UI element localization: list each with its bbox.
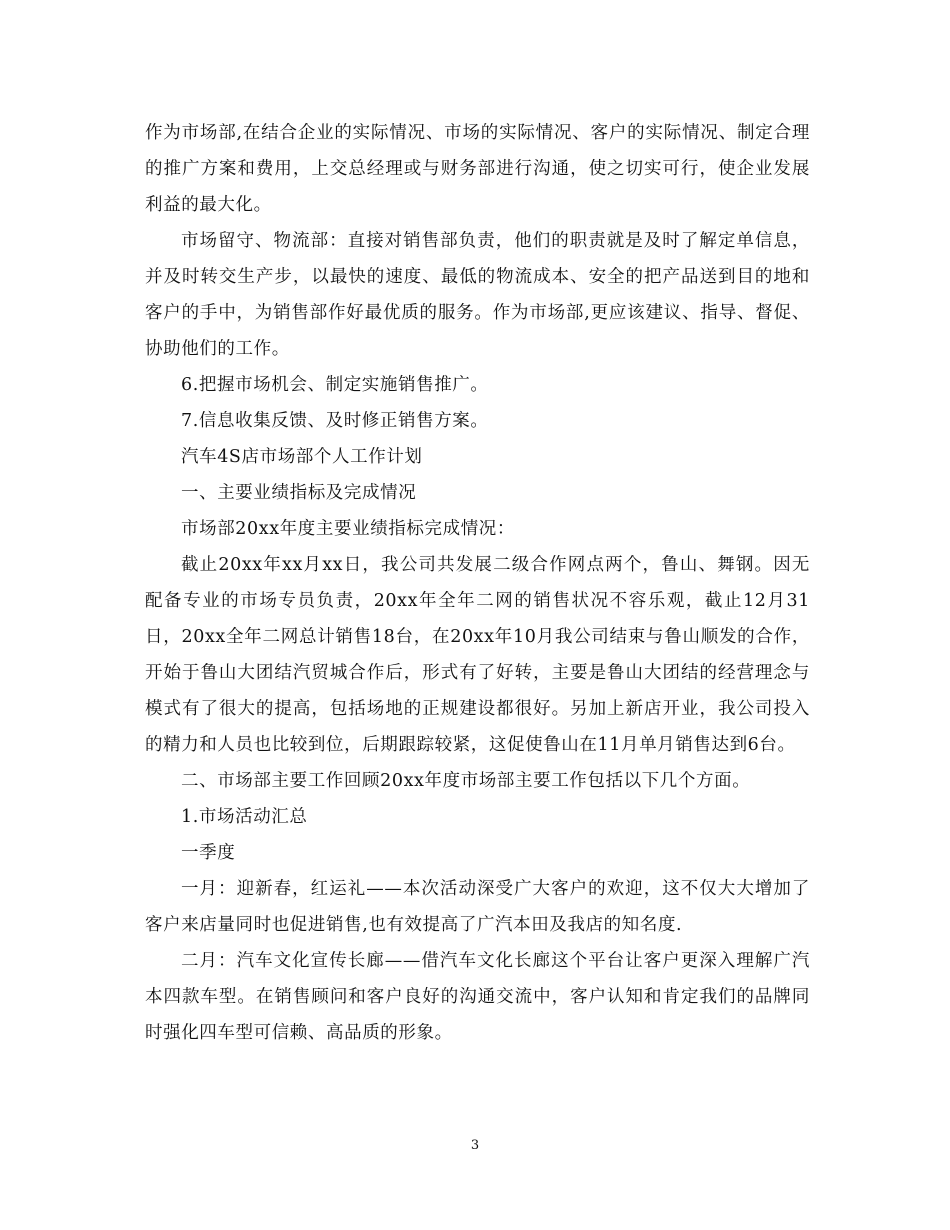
paragraph: 7.信息收集反馈、及时修正销售方案。	[181, 411, 489, 431]
paragraph: 截止20xx年xx月xx日，我公司共发展二级合作网点两个，鲁山、舞钢。因无配备专业的市场专员负责，20xx年全年二网的销售状况不容乐观，截止12月31日，20xx全年二网总计销售18台，在20xx年10月我公司结束与鲁山顺发的合作，开始于鲁山大团结汽贸城合作后，形式有了好转，主要是鲁山大团结的经营理念与模式有了很大的提高，包括场地的正规建设都很好。另加上新店开业，我公司投入的精力和人员也比较到位，后期跟踪较紧，这促使鲁山在11月单月销售达到6台。	[145, 555, 810, 755]
section-heading: 二、市场部主要工作回顾20xx年度市场部主要工作包括以下几个方面。	[181, 771, 751, 791]
section-title: 汽车4S店市场部个人工作计划	[181, 447, 423, 467]
paragraph: 市场部20xx年度主要业绩指标完成情况：	[181, 519, 516, 539]
quarter-heading: 一季度	[181, 843, 236, 863]
document-body	[145, 115, 810, 1051]
page-number: 3	[470, 1138, 480, 1153]
paragraph: 作为市场部,在结合企业的实际情况、市场的实际情况、客户的实际情况、制定合理的推广方案和费用，上交总经理或与财务部进行沟通，使之切实可行，使企业发展利益的最大化。	[145, 123, 810, 215]
subsection-heading: 1.市场活动汇总	[181, 807, 308, 827]
paragraph: 市场留守、物流部：直接对销售部负责，他们的职责就是及时了解定单信息，并及时转交生产步，以最快的速度、最低的物流成本、安全的把产品送到目的地和客户的手中，为销售部作好最优质的服务。作为市场部,更应该建议、指导、督促、协助他们的工作。	[145, 231, 810, 359]
paragraph: 一月：迎新春，红运礼——本次活动深受广大客户的欢迎，这不仅大大增加了客户来店量同时也促进销售,也有效提高了广汽本田及我店的知名度.	[145, 879, 810, 935]
paragraph: 二月：汽车文化宣传长廊——借汽车文化长廊这个平台让客户更深入理解广汽本四款车型。在销售顾问和客户良好的沟通交流中，客户认知和肯定我们的品牌同时强化四车型可信赖、高品质的形象。	[145, 951, 810, 1043]
paragraph: 6.把握市场机会、制定实施销售推广。	[181, 375, 489, 395]
section-heading: 一、主要业绩指标及完成情况	[181, 483, 417, 503]
